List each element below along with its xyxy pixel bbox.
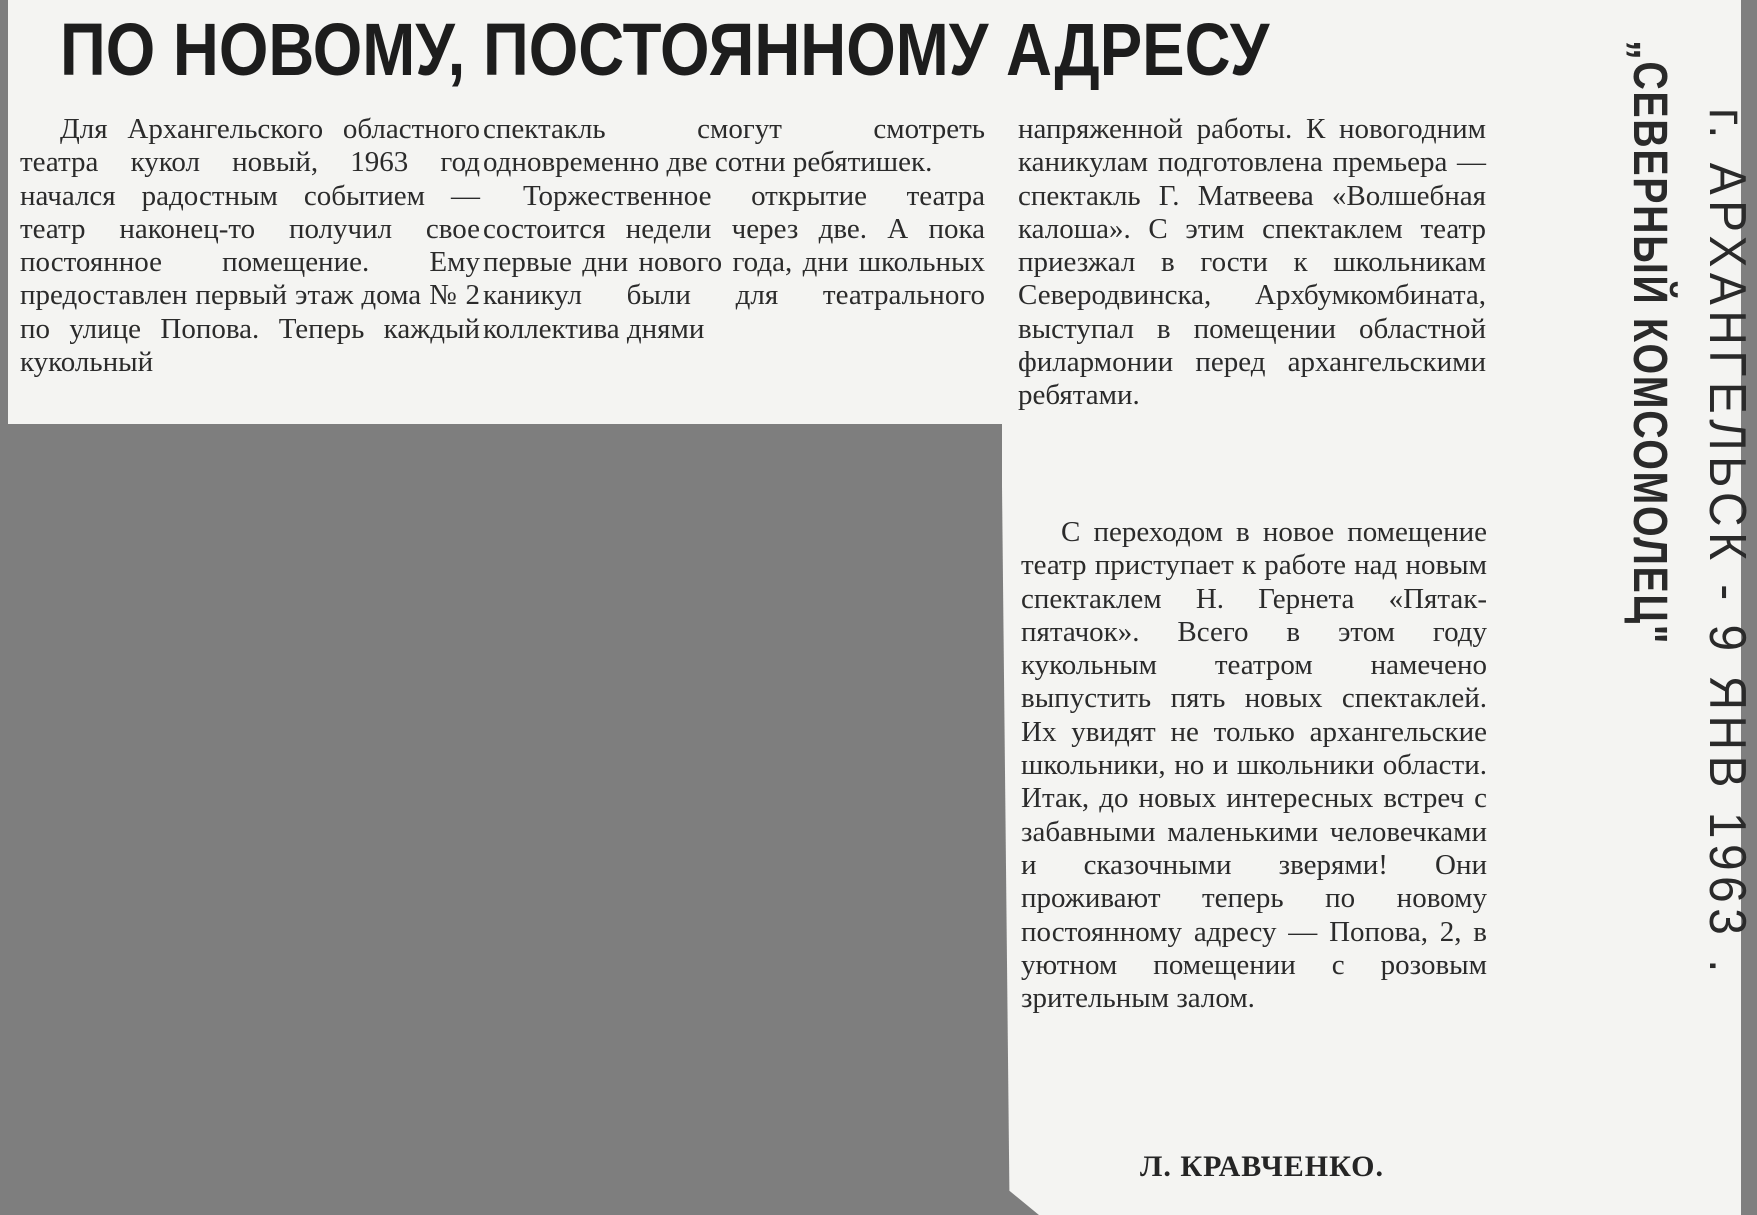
stamp-newspaper-name: „СЕВЕРНЫЙ КОМСОМОЛЕЦ" (1623, 40, 1676, 646)
stamp-place-date: г. АРХАНГЕЛЬСК - 9 ЯНВ 1963 . (1698, 108, 1756, 979)
article-column-1 (20, 113, 480, 379)
author-signature: Л. КРАВЧЕНКО. (1140, 1150, 1384, 1183)
article-column-2 (483, 113, 985, 346)
article-paragraph-2: Торжественное открытие театра состоится недели через две. А пока первые дни нового года, дни школьных каникул были для театрального коллектива днями (483, 179, 985, 345)
article-paragraph-3: С переходом в новое помещение театр приступает к работе над новым спектаклем Н. Гернета «Пятак-пятачок». Всего в этом году кукольным театром намечено выпустить пять новых спектаклей. Их увидят не только архангельские школьники, но и школьники области. Итак, до новых интересных встреч с забавными маленькими человечками и сказочными зверями! Они проживают теперь по новому постоянному адресу — Попова, 2, в уютном помещении с розовым зрительным залом. (1021, 516, 1487, 1015)
article-column-3 (1018, 113, 1487, 1015)
article-paragraph-1-continued: спектакль смогут смотреть одновременно две сотни ребятишек. (483, 113, 985, 179)
headline: ПО НОВОМУ, ПОСТОЯННОМУ АДРЕСУ (60, 8, 1270, 91)
article-paragraph-2-continued: напряженной работы. К новогодним каникулам подготовлена премьера — спектакль Г. Матвеева «Волшебная калоша». С этим спектаклем театр приезжал в гости к школьникам Северодвинска, Архбумкомбината, выступал в помещении областной филармонии перед архангельскими ребятами. (1018, 113, 1486, 412)
article-paragraph-1: Для Архангельского областного театра кукол новый, 1963 год начался радостным событием — театр наконец-то получил свое постоянное помещение. Ему предоставлен первый этаж дома № 2 по улице Попова. Теперь каждый кукольный (20, 113, 480, 379)
